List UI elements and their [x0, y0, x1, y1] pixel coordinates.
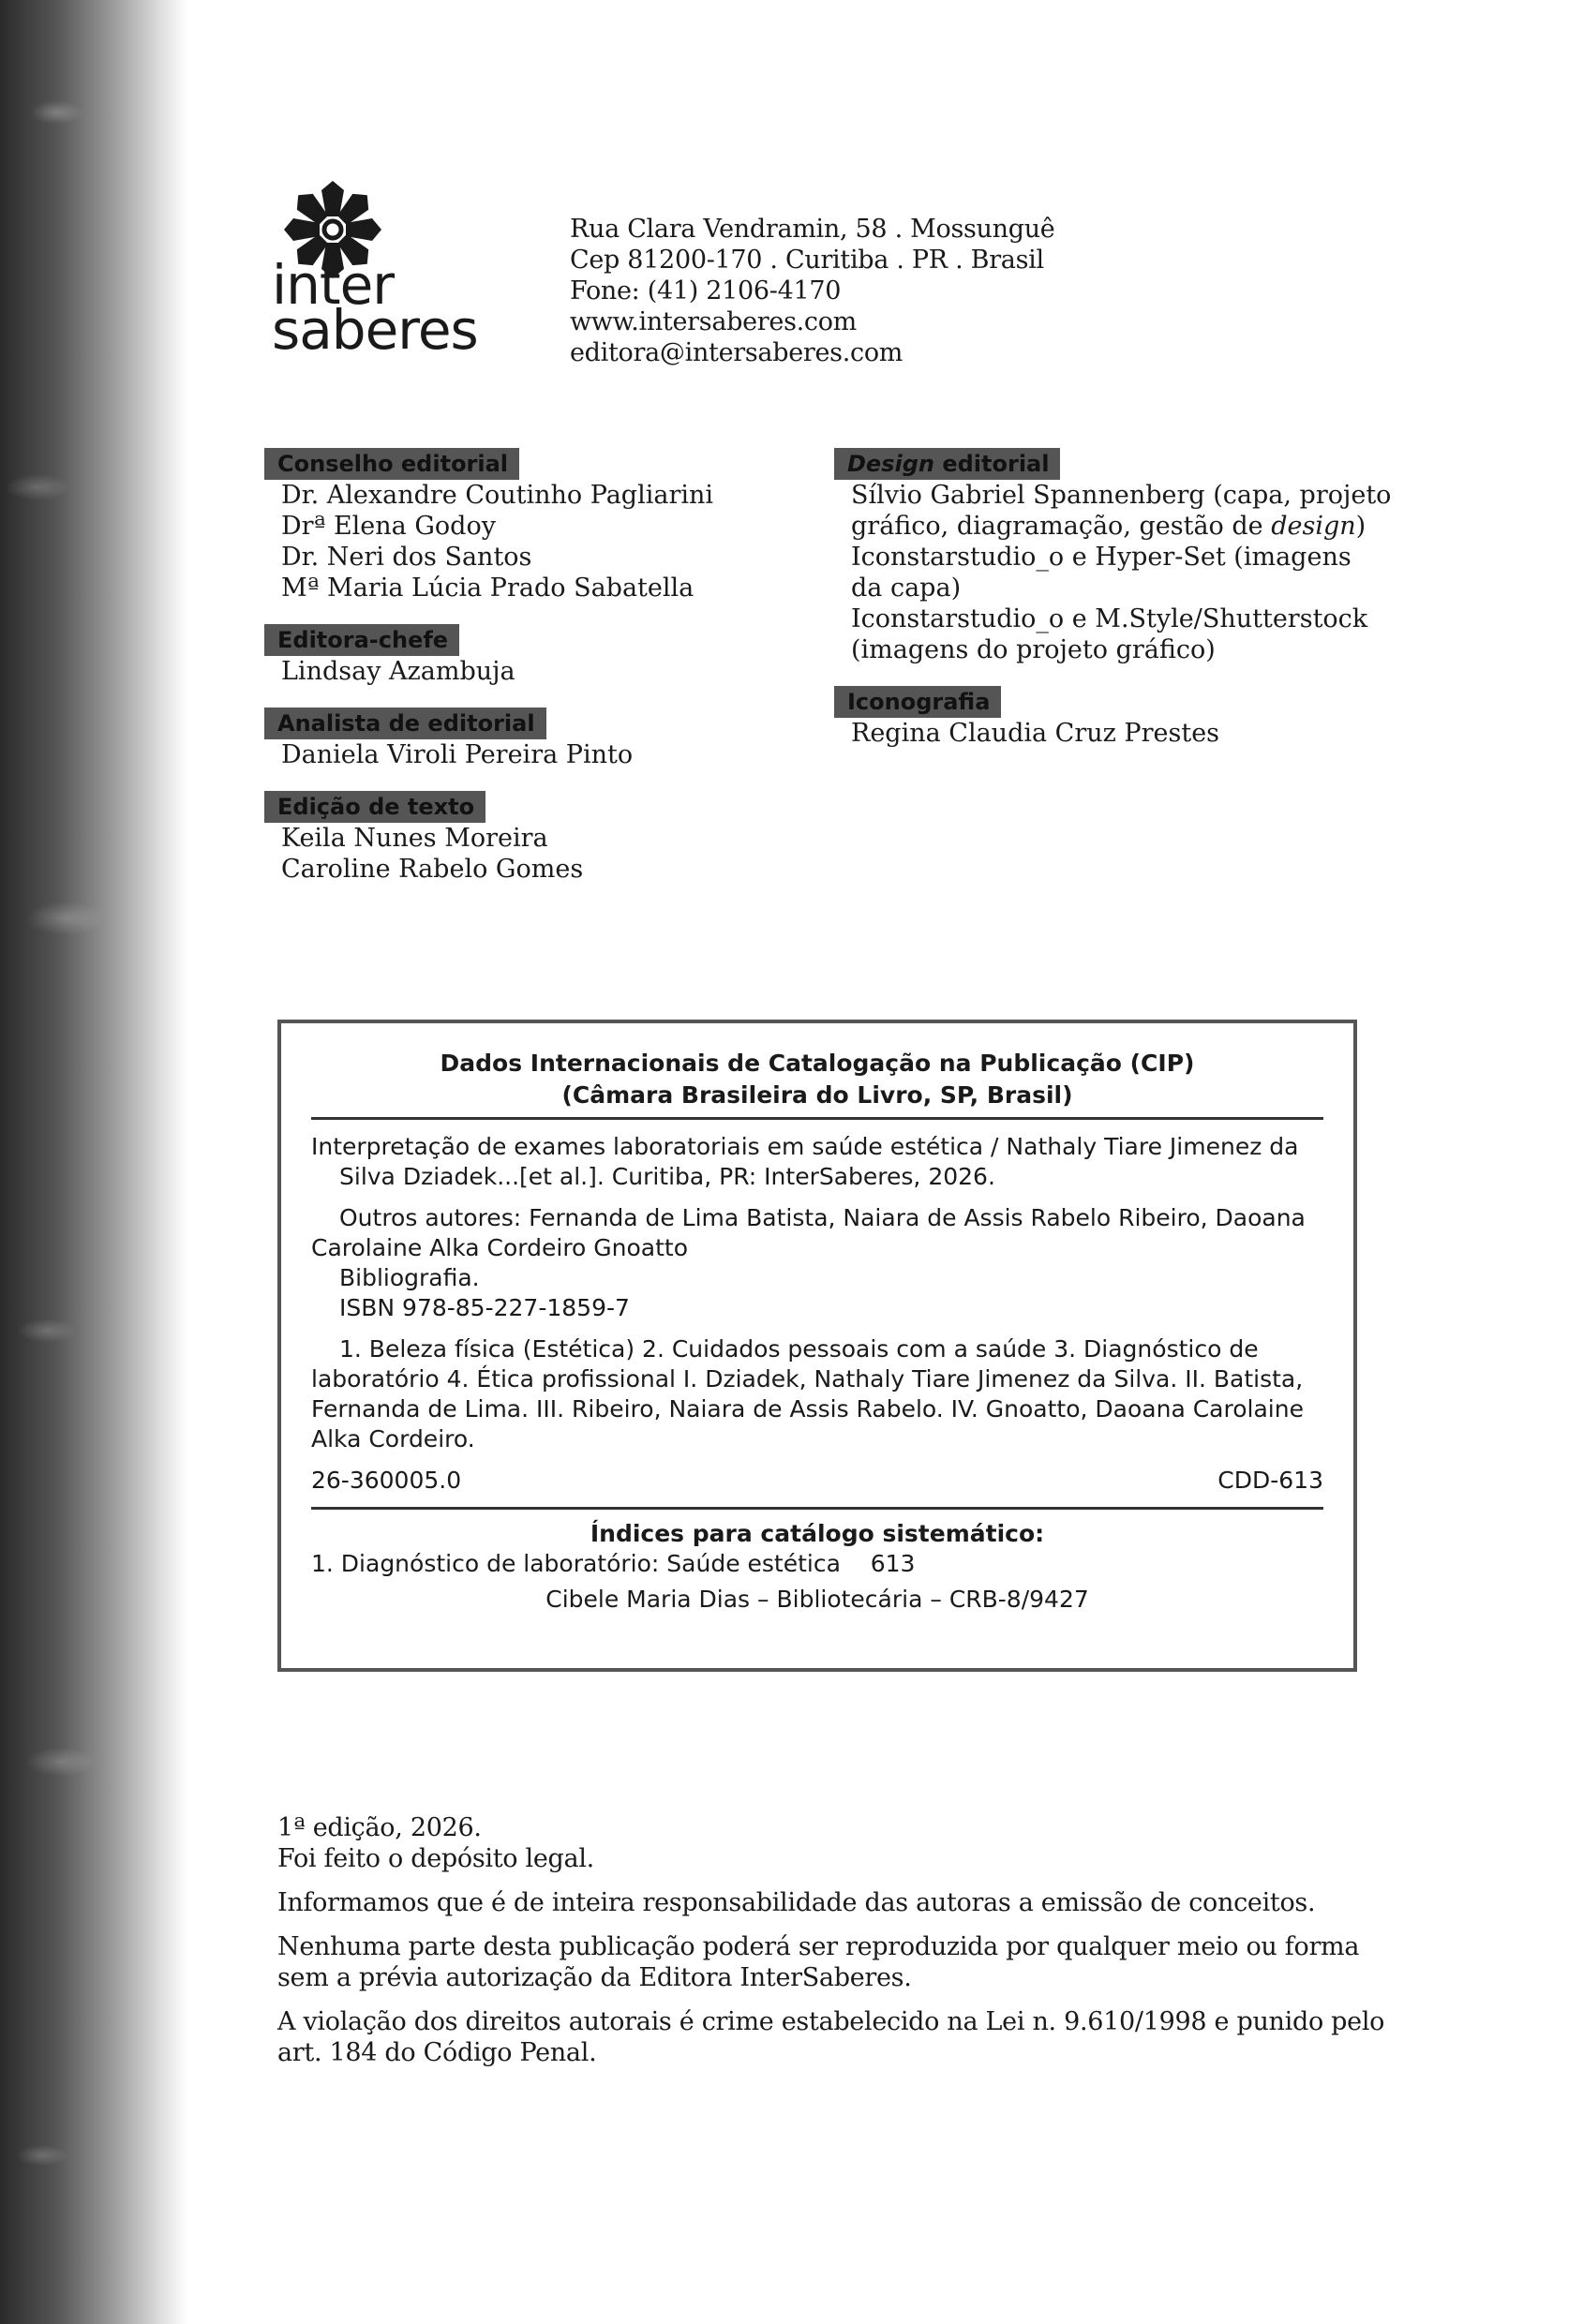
credit-name: Daniela Viroli Pereira Pinto: [281, 740, 634, 769]
credit-label-rest: editorial: [933, 451, 1050, 477]
credits-left-column: [264, 448, 713, 905]
intersaberes-logo: [272, 178, 506, 365]
credit-name: Iconstarstudio_o e M.Style/Shutterstock: [851, 604, 1368, 633]
publisher-address: [570, 214, 1055, 368]
logo-wordmark: [272, 253, 506, 362]
cip-title: Dados Internacionais de Catalogação na Publicação (CIP): [440, 1050, 1195, 1077]
credit-label: Iconografia: [834, 686, 1001, 718]
credit-label: Analista de editorial: [264, 708, 546, 739]
credit-name: Iconstarstudio_o e Hyper-Set (imagens: [851, 543, 1352, 572]
credit-editora-chefe: [264, 624, 713, 687]
credit-name: Mª Maria Lúcia Prado Sabatella: [281, 574, 694, 603]
credit-conselho-editorial: [264, 448, 713, 603]
cip-body: [311, 1132, 1323, 1615]
credit-label: Editora-chefe: [264, 624, 459, 656]
credit-label: [834, 448, 1060, 480]
cip-classification-row: [311, 1466, 1323, 1510]
credit-analista-editorial: [264, 708, 713, 770]
cip-librarian: Cibele Maria Dias – Bibliotecária – CRB-8/9427: [545, 1586, 1089, 1613]
credit-name: da capa): [851, 574, 962, 603]
credit-text: ): [1355, 512, 1366, 541]
credit-name: Drª Elena Godoy: [281, 512, 496, 541]
cip-isbn: ISBN 978-85-227-1859-7: [339, 1294, 630, 1321]
credits-right-column: [834, 448, 1391, 769]
cip-subtitle: (Câmara Brasileira do Livro, SP, Brasil): [561, 1081, 1073, 1109]
credit-name: Dr. Neri dos Santos: [281, 543, 532, 572]
credit-name: Sílvio Gabriel Spannenberg (capa, projeto: [851, 481, 1392, 510]
credit-iconografia: [834, 686, 1391, 749]
credit-name: Caroline Rabelo Gomes: [281, 855, 584, 884]
cip-header: [311, 1048, 1323, 1120]
legal-notes: [277, 1812, 1402, 2081]
legal-deposit-note: Foi feito o depósito legal.: [277, 1844, 594, 1873]
address-email: editora@intersaberes.com: [570, 338, 904, 367]
address-cep: Cep 81200-170 . Curitiba . PR . Brasil: [570, 246, 1044, 275]
credit-label-italic: Design: [847, 451, 934, 477]
credit-label: Edição de texto: [264, 791, 485, 823]
credit-edicao-texto: [264, 791, 713, 885]
cip-box: [277, 1020, 1357, 1672]
credit-name: Lindsay Azambuja: [281, 657, 515, 686]
credit-design-editorial: [834, 448, 1391, 665]
credit-label: Conselho editorial: [264, 448, 519, 480]
credit-name: [834, 511, 1391, 542]
credit-name: Dr. Alexandre Coutinho Pagliarini: [281, 481, 714, 510]
credit-name: (imagens do projeto gráfico): [851, 635, 1216, 664]
cip-cdd: CDD-613: [1217, 1467, 1323, 1494]
cip-subjects: 1. Beleza física (Estética) 2. Cuidados pessoais com a saúde 3. Diagnóstico de laboratório 4. Ética profissional I. Dziadek, Nathaly Tiare Jimenez da Silva. II. Batista, Fernanda de Lima. III. Ribeiro, Naiara de Assis Rabelo. IV. Gnoatto, Daoana Carolaine Alka Cordeiro.: [311, 1335, 1304, 1452]
logo-line-1: inter: [272, 253, 395, 317]
cip-index-item: 1. Diagnóstico de laboratório: Saúde estética 613: [311, 1550, 916, 1577]
cip-control-number: 26-360005.0: [311, 1467, 462, 1494]
responsibility-note: Informamos que é de inteira responsabilidade das autoras a emissão de conceitos.: [277, 1888, 1316, 1917]
credit-text: gráfico, diagramação, gestão de: [851, 512, 1272, 541]
credit-name: Keila Nunes Moreira: [281, 824, 548, 853]
logo-line-2: saberes: [272, 298, 478, 362]
cip-index-title: Índices para catálogo sistemático:: [590, 1520, 1045, 1547]
credit-name: Regina Claudia Cruz Prestes: [851, 719, 1220, 748]
address-phone: Fone: (41) 2106-4170: [570, 276, 842, 305]
cip-bibliography: Bibliografia.: [339, 1264, 480, 1291]
address-website: www.intersaberes.com: [570, 307, 857, 336]
credit-text-italic: design: [1271, 512, 1356, 541]
edition-note: 1ª edição, 2026.: [277, 1813, 482, 1842]
cip-entry: Interpretação de exames laboratoriais em saúde estética / Nathaly Tiare Jimenez da Silva Dziadek...[et al.]. Curitiba, PR: InterSaberes, 2026.: [311, 1133, 1299, 1190]
side-texture-band: [0, 0, 187, 2324]
cip-other-authors: Outros autores: Fernanda de Lima Batista, Naiara de Assis Rabelo Ribeiro, Daoana Carolaine Alka Cordeiro Gnoatto: [311, 1204, 1306, 1261]
address-street: Rua Clara Vendramin, 58 . Mossunguê: [570, 215, 1055, 244]
copyright-violation-note: A violação dos direitos autorais é crime estabelecido na Lei n. 9.610/1998 e punido pelo art. 184 do Código Penal.: [277, 2007, 1385, 2067]
reproduction-note: Nenhuma parte desta publicação poderá ser reproduzida por qualquer meio ou forma sem a prévia autorização da Editora InterSaberes.: [277, 1932, 1360, 1992]
